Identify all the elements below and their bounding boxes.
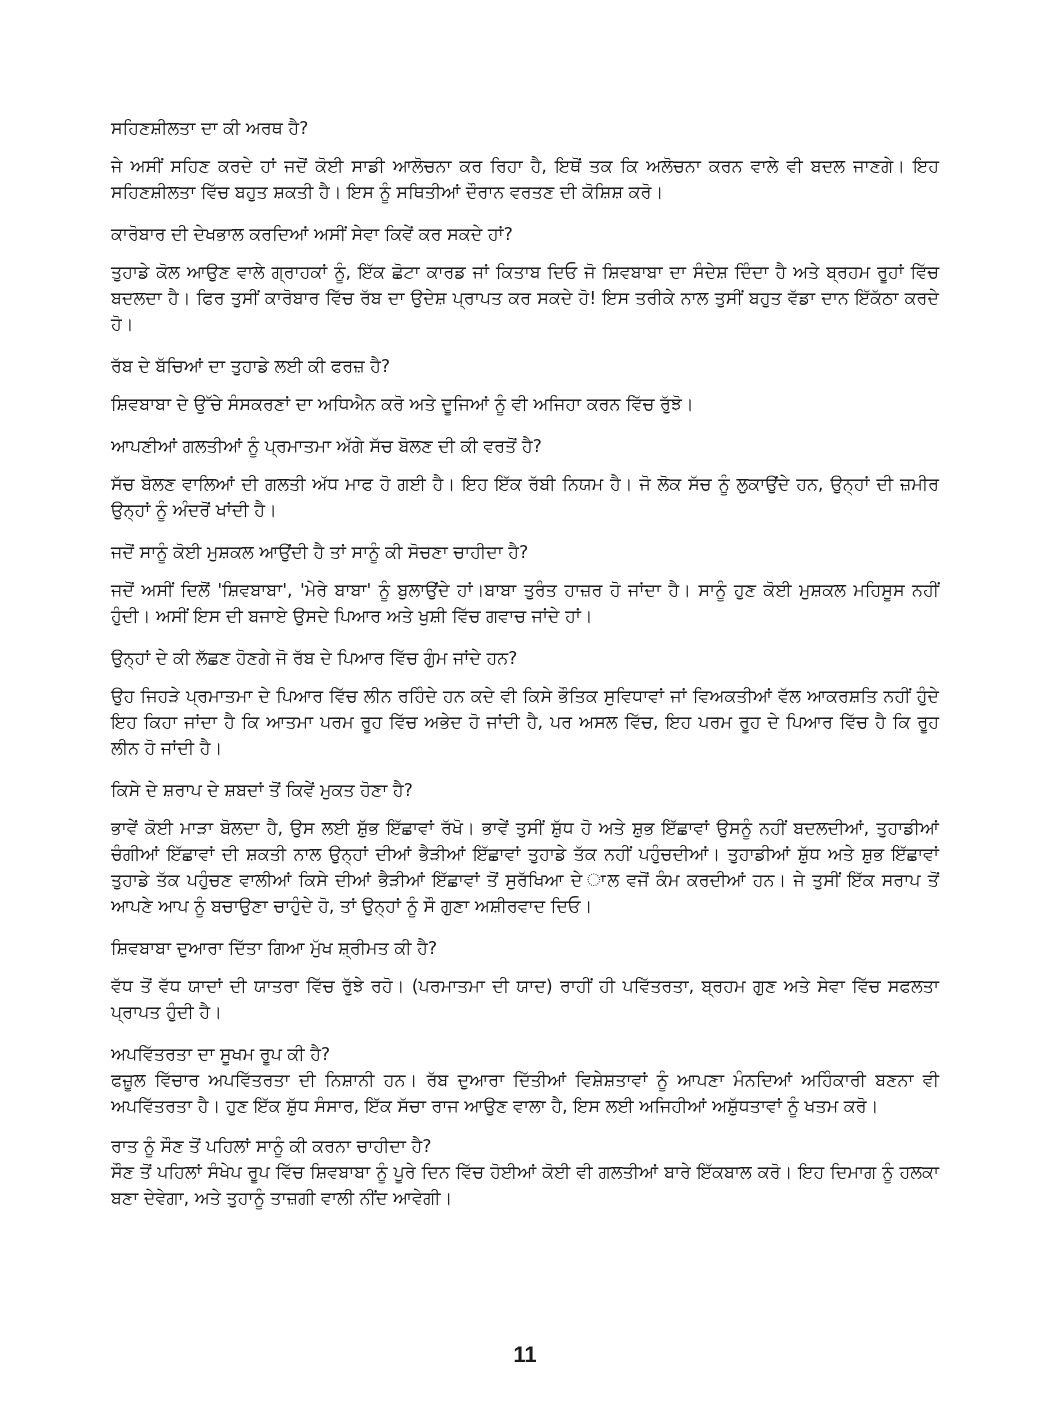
document-page <box>111 116 939 1226</box>
qa-block <box>111 646 939 762</box>
question: ਜਦੋਂ ਸਾਨੂੰ ਕੋਈ ਮੁਸ਼ਕਲ ਆਉਂਦੀ ਹੈ ਤਾਂ ਸਾਨੂੰ ਕੀ ਸੋਚਣਾ ਚਾਹੀਦਾ ਹੈ? <box>111 543 529 563</box>
question: ਰਾਤ ਨੂੰ ਸੌਣ ਤੋਂ ਪਹਿਲਾਂ ਸਾਨੂੰ ਕੀ ਕਰਨਾ ਚਾਹੀਦਾ ਹੈ? <box>111 1137 432 1157</box>
answer: ਜੇ ਅਸੀਂ ਸਹਿਣ ਕਰਦੇ ਹਾਂ ਜਦੋਂ ਕੋਈ ਸਾਡੀ ਆਲੋਚਨਾ ਕਰ ਰਿਹਾ ਹੈ, ਇਥੋਂ ਤਕ ਕਿ ਅਲੋਚਨਾ ਕਰਨ ਵਾਲੇ ਵੀ ਬਦਲ ਜਾਣਗੇ। ਇਹ ਸਹਿਣਸ਼ੀਲਤਾ ਵਿੱਚ ਬਹੁਤ ਸ਼ਕਤੀ ਹੈ। ਇਸ ਨੂੰ ਸਥਿਤੀਆਂ ਦੌਰਾਨ ਵਰਤਣ ਦੀ ਕੋਸ਼ਿਸ਼ ਕਰੋ। <box>111 157 939 203</box>
qa-block <box>111 1042 939 1120</box>
question: ਸ਼ਿਵਬਾਬਾ ਦੁਆਰਾ ਦਿੱਤਾ ਗਿਆ ਮੁੱਖ ਸ਼੍ਰੀਮਤ ਕੀ ਹੈ? <box>111 939 438 959</box>
answer: ਸ਼ਿਵਬਾਬਾ ਦੇ ਉੱਚੇ ਸੰਸਕਰਣਾਂ ਦਾ ਅਧਿਐਨ ਕਰੋ ਅਤੇ ਦੂਜਿਆਂ ਨੂੰ ਵੀ ਅਜਿਹਾ ਕਰਨ ਵਿੱਚ ਰੁੱਝੋ। <box>111 395 694 415</box>
question: ਰੱਬ ਦੇ ਬੱਚਿਆਂ ਦਾ ਤੁਹਾਡੇ ਲਈ ਕੀ ਫਰਜ਼ ਹੈ? <box>111 357 391 377</box>
qa-block <box>111 354 939 418</box>
qa-block <box>111 222 939 338</box>
answer: ਭਾਵੇਂ ਕੋਈ ਮਾੜਾ ਬੋਲਦਾ ਹੈ, ਉਸ ਲਈ ਸ਼ੁੱਭ ਇੱਛਾਵਾਂ ਰੱਖੋ। ਭਾਵੇਂ ਤੁਸੀਂ ਸ਼ੁੱਧ ਹੋ ਅਤੇ ਸ਼ੁਭ ਇੱਛਾਵਾਂ ਉਸਨੂੰ ਨਹੀਂ ਬਦਲਦੀਆਂ, ਤੁਹਾਡੀਆਂ ਚੰਗੀਆਂ ਇੱਛਾਵਾਂ ਦੀ ਸ਼ਕਤੀ ਨਾਲ ਉਨ੍ਹਾਂ ਦੀਆਂ ਭੈੜੀਆਂ ਇੱਛਾਵਾਂ ਤੁਹਾਡੇ ਤੱਕ ਨਹੀਂ ਪਹੁੰਚਦੀਆਂ। ਤੁਹਾਡੀਆਂ ਸ਼ੁੱਧ ਅਤੇ ਸ਼ੁਭ ਇੱਛਾਵਾਂ ਤੁਹਾਡੇ ਤੱਕ ਪਹੁੰਚਣ ਵਾਲੀਆਂ ਕਿਸੇ ਦੀਆਂ ਭੈੜੀਆਂ ਇੱਛਾਵਾਂ ਤੋਂ ਸੁਰੱਖਿਆ ਦੇ ਾਲ ਵਜੋਂ ਕੰਮ ਕਰਦੀਆਂ ਹਨ। ਜੇ ਤੁਸੀਂ ਇੱਕ ਸਰਾਪ ਤੋਂ ਆਪਣੇ ਆਪ ਨੂੰ ਬਚਾਉਣਾ ਚਾਹੁੰਦੇ ਹੋ, ਤਾਂ ਉਨ੍ਹਾਂ ਨੂੰ ਸੌ ਗੁਣਾ ਅਸ਼ੀਰਵਾਦ ਦਿਓ। <box>111 819 939 917</box>
answer: ਵੱਧ ਤੋਂ ਵੱਧ ਯਾਦਾਂ ਦੀ ਯਾਤਰਾ ਵਿੱਚ ਰੁੱਝੇ ਰਹੋ। (ਪਰਮਾਤਮਾ ਦੀ ਯਾਦ) ਰਾਹੀਂ ਹੀ ਪਵਿੱਤਰਤਾ, ਬ੍ਰਹਮ ਗੁਣ ਅਤੇ ਸੇਵਾ ਵਿੱਚ ਸਫਲਤਾ ਪ੍ਰਾਪਤ ਹੁੰਦੀ ਹੈ। <box>111 977 939 1023</box>
qa-block <box>111 778 939 920</box>
answer: ਜਦੋਂ ਅਸੀਂ ਦਿਲੋਂ 'ਸ਼ਿਵਬਾਬਾ', 'ਮੇਰੇ ਬਾਬਾ' ਨੂੰ ਬੁਲਾਉਂਦੇ ਹਾਂ।ਬਾਬਾ ਤੁਰੰਤ ਹਾਜ਼ਰ ਹੋ ਜਾਂਦਾ ਹੈ। ਸਾਨੂੰ ਹੁਣ ਕੋਈ ਮੁਸ਼ਕਲ ਮਹਿਸੂਸ ਨਹੀਂ ਹੁੰਦੀ। ਅਸੀਂ ਇਸ ਦੀ ਬਜਾਏ ਉਸਦੇ ਪਿਆਰ ਅਤੇ ਖੁਸ਼ੀ ਵਿੱਚ ਗਵਾਚ ਜਾਂਦੇ ਹਾਂ। <box>111 581 939 627</box>
question: ਆਪਣੀਆਂ ਗਲਤੀਆਂ ਨੂੰ ਪ੍ਰਮਾਤਮਾ ਅੱਗੇ ਸੱਚ ਬੋਲਣ ਦੀ ਕੀ ਵਰਤੋਂ ਹੈ? <box>111 437 542 457</box>
answer: ਸੱਚ ਬੋਲਣ ਵਾਲਿਆਂ ਦੀ ਗਲਤੀ ਅੱਧ ਮਾਫ ਹੋ ਗਈ ਹੈ। ਇਹ ਇੱਕ ਰੱਬੀ ਨਿਯਮ ਹੈ। ਜੋ ਲੋਕ ਸੱਚ ਨੂੰ ਲੁਕਾਉਂਦੇ ਹਨ, ਉਨ੍ਹਾਂ ਦੀ ਜ਼ਮੀਰ ਉਨ੍ਹਾਂ ਨੂੰ ਅੰਦਰੋਂ ਖਾਂਦੀ ਹੈ। <box>111 475 939 521</box>
qa-block <box>111 116 939 206</box>
question: ਕਾਰੋਬਾਰ ਦੀ ਦੇਖਭਾਲ ਕਰਦਿਆਂ ਅਸੀਂ ਸੇਵਾ ਕਿਵੇਂ ਕਰ ਸਕਦੇ ਹਾਂ? <box>111 225 513 245</box>
page-number: 11 <box>513 1342 537 1367</box>
answer: ਉਹ ਜਿਹੜੇ ਪ੍ਰਮਾਤਮਾ ਦੇ ਪਿਆਰ ਵਿੱਚ ਲੀਨ ਰਹਿੰਦੇ ਹਨ ਕਦੇ ਵੀ ਕਿਸੇ ਭੌਤਿਕ ਸੁਵਿਧਾਵਾਂ ਜਾਂ ਵਿਅਕਤੀਆਂ ਵੱਲ ਆਕਰਸ਼ਤਿ ਨਹੀਂ ਹੁੰਦੇ ਇਹ ਕਿਹਾ ਜਾਂਦਾ ਹੈ ਕਿ ਆਤਮਾ ਪਰਮ ਰੂਹ ਵਿੱਚ ਅਭੇਦ ਹੋ ਜਾਂਦੀ ਹੈ, ਪਰ ਅਸਲ ਵਿੱਚ, ਇਹ ਪਰਮ ਰੂਹ ਦੇ ਪਿਆਰ ਵਿੱਚ ਹੈ ਕਿ ਰੂਹ ਲੀਨ ਹੋ ਜਾਂਦੀ ਹੈ। <box>111 687 939 759</box>
question: ਸਹਿਣਸ਼ੀਲਤਾ ਦਾ ਕੀ ਅਰਥ ਹੈ? <box>111 119 309 139</box>
qa-block <box>111 936 939 1026</box>
question: ਅਪਵਿੱਤਰਤਾ ਦਾ ਸੂਖਮ ਰੂਪ ਕੀ ਹੈ? <box>111 1045 331 1065</box>
qa-block <box>111 434 939 524</box>
question: ਉਨ੍ਹਾਂ ਦੇ ਕੀ ਲੱਛਣ ਹੋਣਗੇ ਜੋ ਰੱਬ ਦੇ ਪਿਆਰ ਵਿੱਚ ਗੁੰਮ ਜਾਂਦੇ ਹਨ? <box>111 649 518 669</box>
question: ਕਿਸੇ ਦੇ ਸ਼ਰਾਪ ਦੇ ਸ਼ਬਦਾਂ ਤੋਂ ਕਿਵੇਂ ਮੁਕਤ ਹੋਣਾ ਹੈ? <box>111 781 413 801</box>
answer: ਸੌਣ ਤੋਂ ਪਹਿਲਾਂ ਸੰਖੇਪ ਰੂਪ ਵਿੱਚ ਸ਼ਿਵਬਾਬਾ ਨੂੰ ਪੂਰੇ ਦਿਨ ਵਿੱਚ ਹੋਈਆਂ ਕੋਈ ਵੀ ਗਲਤੀਆਂ ਬਾਰੇ ਇੱਕਬਾਲ ਕਰੋ। ਇਹ ਦਿਮਾਗ ਨੂੰ ਹਲਕਾ ਬਣਾ ਦੇਵੇਗਾ, ਅਤੇ ਤੁਹਾਨੂੰ ਤਾਜ਼ਗੀ ਵਾਲੀ ਨੀਂਦ ਆਵੇਗੀ। <box>111 1163 939 1209</box>
answer: ਫਜ਼ੂਲ ਵਿੱਚਾਰ ਅਪਵਿੱਤਰਤਾ ਦੀ ਨਿਸ਼ਾਨੀ ਹਨ। ਰੱਬ ਦੁਆਰਾ ਦਿੱਤੀਆਂ ਵਿਸ਼ੇਸ਼ਤਾਵਾਂ ਨੂੰ ਆਪਣਾ ਮੰਨਦਿਆਂ ਅਹਿੰਕਾਰੀ ਬਣਨਾ ਵੀ ਅਪਵਿੱਤਰਤਾ ਹੈ। ਹੁਣ ਇੱਕ ਸ਼ੁੱਧ ਸੰਸਾਰ, ਇੱਕ ਸੱਚਾ ਰਾਜ ਆਉਣ ਵਾਲਾ ਹੈ, ਇਸ ਲਈ ਅਜਿਹੀਆਂ ਅਸ਼ੁੱਧਤਾਵਾਂ ਨੂੰ ਖਤਮ ਕਰੋ। <box>111 1071 939 1117</box>
answer: ਤੁਹਾਡੇ ਕੋਲ ਆਉਣ ਵਾਲੇ ਗ੍ਰਾਹਕਾਂ ਨੂੰ, ਇੱਕ ਛੋਟਾ ਕਾਰਡ ਜਾਂ ਕਿਤਾਬ ਦਿਓ ਜੋ ਸ਼ਿਵਬਾਬਾ ਦਾ ਸੰਦੇਸ਼ ਦਿੰਦਾ ਹੈ ਅਤੇ ਬ੍ਰਹਮ ਰੂਹਾਂ ਵਿੱਚ ਬਦਲਦਾ ਹੈ। ਫਿਰ ਤੁਸੀਂ ਕਾਰੋਬਾਰ ਵਿੱਚ ਰੱਬ ਦਾ ਉਦੇਸ਼ ਪ੍ਰਾਪਤ ਕਰ ਸਕਦੇ ਹੋ! ਇਸ ਤਰੀਕੇ ਨਾਲ ਤੁਸੀਂ ਬਹੁਤ ਵੱਡਾ ਦਾਨ ਇੱਕੱਠਾ ਕਰਦੇ ਹੋ। <box>111 263 939 335</box>
qa-block <box>111 540 939 630</box>
qa-block <box>111 1134 939 1212</box>
